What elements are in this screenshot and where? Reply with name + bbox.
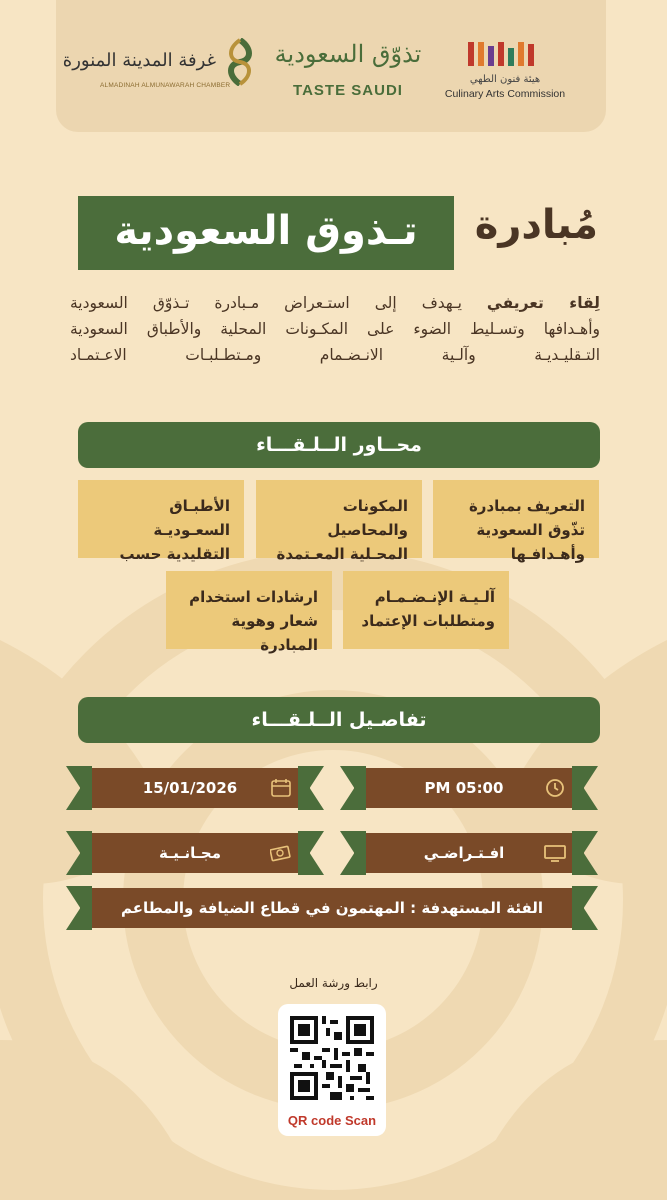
intro-line-2: وأهـدافها وتسـليط الضوء على المكـونات المحلية والأطباق السعودية <box>70 320 600 338</box>
details-heading: تفاصـيل الــلـقـــاء <box>78 697 600 743</box>
culinary-logo-english: Culinary Arts Commission <box>444 88 566 100</box>
date-text: 15/01/2026 <box>142 779 238 797</box>
axis-card-5: ارشادات استخدام شعار وهوية المبادرة <box>166 571 332 649</box>
audience-pill <box>80 888 584 928</box>
intro-lead: لِقاء تعريفي <box>486 294 600 312</box>
culinary-bars-icon <box>468 40 542 68</box>
taste-saudi-arabic: تذوّق السعودية <box>274 40 422 68</box>
money-icon <box>270 843 292 863</box>
time-pill <box>354 768 584 808</box>
culinary-arts-logo <box>440 40 570 102</box>
axis-card-4: آلـيـة الإنـضـمـام ومتطلبات الإعتماد <box>343 571 509 649</box>
chamber-logo <box>62 38 258 98</box>
taste-saudi-logo <box>272 40 424 104</box>
page-title <box>78 196 598 272</box>
mode-text: افـتـراضـي <box>423 844 505 862</box>
fee-text: مجـانـيـة <box>159 844 221 862</box>
calendar-icon <box>270 778 292 798</box>
chamber-logo-english: ALMADINAH ALMUNAWARAH CHAMBER <box>100 82 231 89</box>
qr-scan-label: QR code Scan <box>287 1113 377 1128</box>
qr-code-icon <box>290 1016 374 1100</box>
intro-paragraph <box>70 290 600 368</box>
monitor-icon <box>544 843 566 863</box>
mode-pill <box>354 833 584 873</box>
intro-line-3: التـقليـديـة وآلـية الانـضـمام ومـتطـلبـات الاعـتمـاد <box>70 346 600 364</box>
culinary-logo-arabic: هيئة فنون الطهي <box>469 74 541 85</box>
chamber-logo-arabic: غرفة المدينة المنورة <box>62 50 216 71</box>
fee-pill <box>80 833 310 873</box>
time-text: PM 05:00 <box>424 779 504 797</box>
clock-icon <box>544 778 566 798</box>
date-pill <box>80 768 310 808</box>
qr-code-card[interactable] <box>278 1004 386 1136</box>
qr-caption: رابط ورشة العمل <box>289 976 378 990</box>
taste-saudi-english: TASTE SAUDI <box>293 82 403 99</box>
audience-text: الفئة المستهدفة : المهتمون في قطاع الضيافة والمطاعم <box>120 899 544 917</box>
axes-heading: محــاور الــلـقـــاء <box>78 422 600 468</box>
title-prefix: مُبادرة <box>474 202 598 248</box>
chamber-emblem-icon <box>222 38 258 86</box>
title-highlight: تـذوق السعودية <box>78 196 454 270</box>
axis-card-3: الأطبـاق السعـوديـة التقليدية حسب <box>78 480 244 558</box>
axis-card-1: التعريف بمبادرة تذّوق السعودية وأهـدافـها <box>433 480 599 558</box>
intro-line-1: يـهدف إلى استـعراض مـبادرة تـذوّق السعودية <box>70 294 462 312</box>
axis-card-2: المكونات والمحاصيل المحـلية المعـتمدة <box>256 480 422 558</box>
